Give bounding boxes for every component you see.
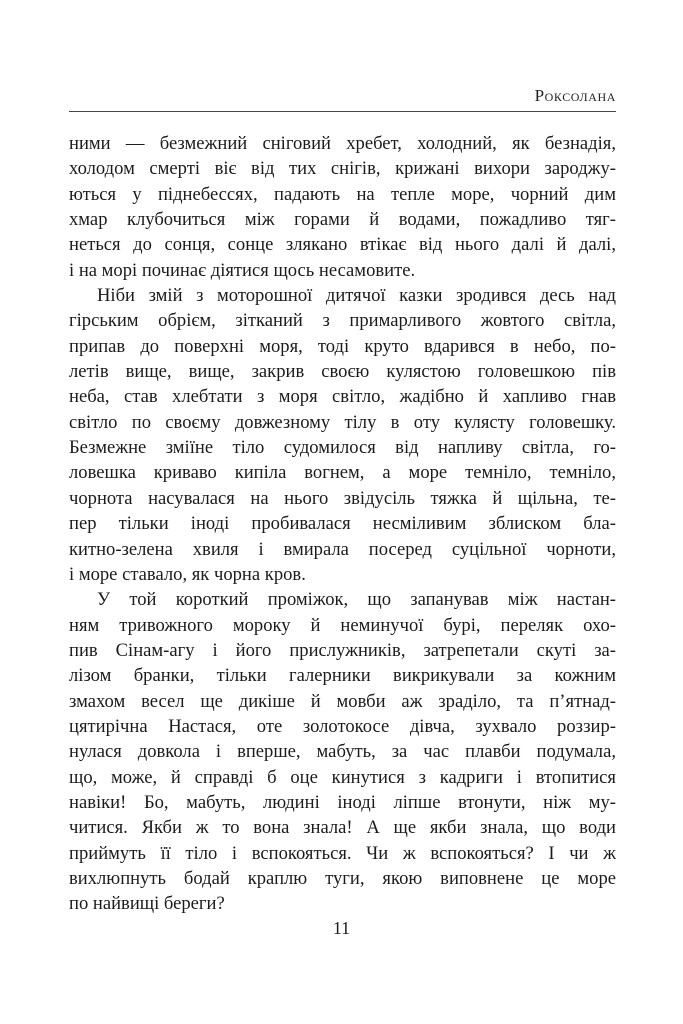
- text-line: У той короткий проміжок, що запанував між настан-: [97, 589, 616, 611]
- text-line: Безмежне зміїне тіло судомилося від напливу світла, го-: [69, 437, 616, 459]
- text-line: нулася довкола і вперше, мабуть, за час плавби подумала,: [69, 741, 616, 763]
- text-line: Ніби змій з моторошної дитячої казки зродився десь над: [97, 285, 616, 307]
- text-line: хмар клубочиться між горами й водами, пожадливо тяг-: [69, 209, 616, 231]
- paragraph: [69, 283, 616, 587]
- text-line: гірським обрієм, зітканий з примарливого жовтого світла,: [69, 310, 616, 332]
- text-line: і на морі починає діятися щось несамовите.: [69, 259, 416, 281]
- text-line: китно-зелена хвиля і вмирала посеред суцільної чорноти,: [69, 538, 616, 560]
- text-line: ням тривожного мороку й неминучої бурі, переляк охо-: [69, 614, 616, 636]
- text-line: що, може, й справді б оце кинутися з кадриги і втопитися: [69, 766, 616, 788]
- text-line: ловешка криваво кипіла вогнем, а море темніло, темніло,: [69, 462, 616, 484]
- running-header: [69, 86, 616, 112]
- text-line: пер тільки іноді пробивалася несміливим зблиском бла-: [69, 513, 616, 535]
- text-line: цятирічна Настася, оте золотокосе дівча, зухвало роззир-: [69, 715, 616, 737]
- text-line: навіки! Бо, мабуть, людині іноді ліпше втонути, ніж му-: [69, 791, 616, 813]
- text-line: летів вище, вище, закрив своєю кулястою головешкою пів: [69, 361, 616, 383]
- text-column: [69, 0, 616, 917]
- paragraph: [69, 131, 616, 283]
- text-line: ються у піднебессях, падають на тепле море, чорний дим: [69, 183, 616, 205]
- running-header-title: Роксолана: [534, 86, 616, 105]
- text-line: ними — безмежний сніговий хребет, холодний, як безнадія,: [69, 133, 616, 154]
- paragraph: [69, 587, 616, 916]
- text-line: чорнота насувалася на нього звідусіль тяжка й щільна, те-: [69, 487, 616, 509]
- text-line: лізом бранки, тільки галерники викрикували за кожним: [69, 665, 616, 687]
- text-line: і море ставало, як чорна кров.: [69, 563, 306, 585]
- text-line: по найвищі береги?: [69, 893, 225, 915]
- text-line: світло по своєму довжезному тілу в оту кулясту головешку.: [69, 411, 616, 433]
- text-line: холодом смерті віє від тих снігів, крижані вихори зароджу-: [69, 158, 616, 180]
- text-line: неба, став хлебтати з моря світло, жадібно й хапливо гнав: [69, 386, 616, 408]
- text-line: приймуть її тіло і вспокояться. Чи ж вспокояться? І чи ж: [69, 842, 616, 864]
- text-line: читися. Якби ж то вона знала! А ще якби знала, що води: [69, 817, 616, 839]
- text-body: [69, 131, 616, 917]
- text-line: змахом весел ще дикіше й мовби аж зраділо, та п’ятнад-: [69, 690, 616, 712]
- text-line: вихлюпнуть бодай краплю туги, якою виповнене це море: [69, 867, 616, 889]
- text-line: пив Сінам-агу і його прислужників, затрепетали скуті за-: [69, 639, 616, 661]
- text-line: неться до сонця, сонце злякано втікає від нього далі й далі,: [69, 234, 616, 256]
- page-number: 11: [332, 918, 351, 938]
- text-line: припав до поверхні моря, тоді круто вдарився в небо, по-: [69, 335, 616, 357]
